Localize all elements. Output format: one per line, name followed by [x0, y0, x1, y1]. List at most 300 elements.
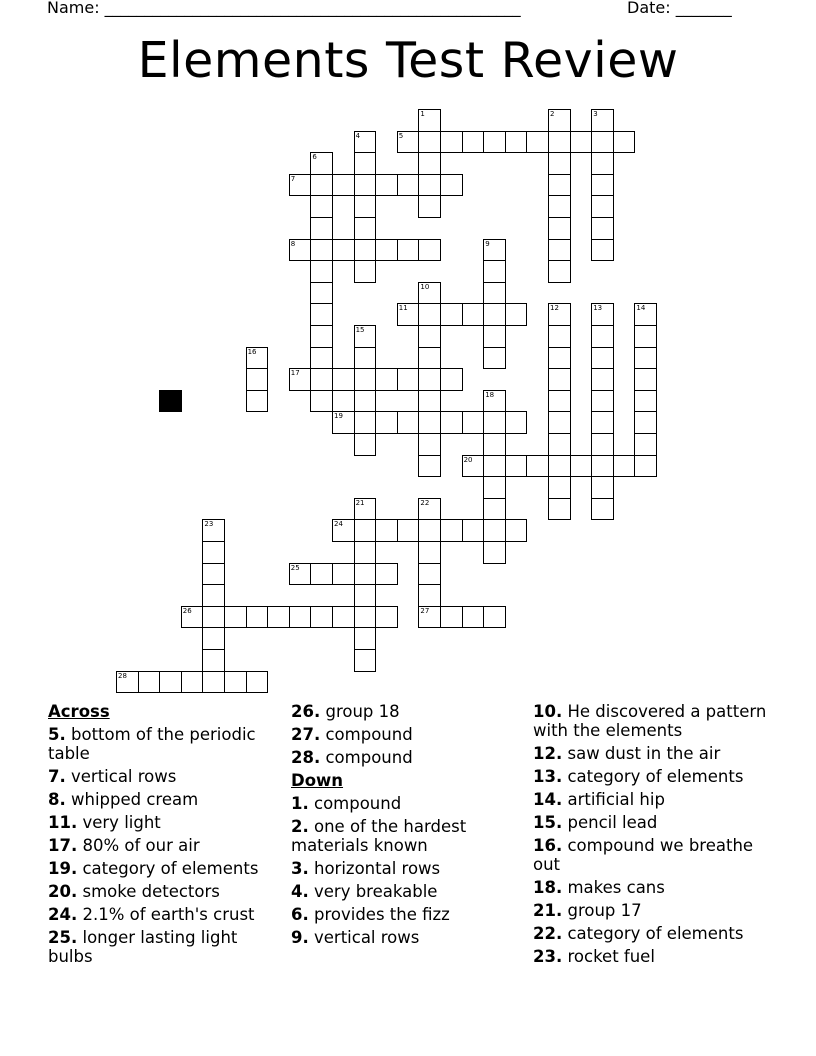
grid-cell[interactable] — [354, 390, 377, 413]
across-heading: Across — [48, 702, 110, 721]
grid-cell[interactable] — [310, 606, 333, 629]
clue-item — [48, 725, 270, 763]
grid-cell[interactable] — [634, 390, 657, 413]
grid-cell[interactable] — [548, 195, 571, 218]
clue-item — [533, 767, 773, 786]
clue-item — [533, 790, 773, 809]
clue-num: 10. — [533, 702, 563, 721]
clue-num: 13. — [533, 767, 563, 786]
grid-cell[interactable] — [332, 606, 355, 629]
grid-cell[interactable] — [634, 411, 657, 434]
grid-cell[interactable] — [483, 325, 506, 348]
grid-cell[interactable] — [505, 131, 528, 154]
grid-cell[interactable] — [397, 131, 420, 154]
clue-text: artificial hip — [567, 790, 665, 809]
grid-cell[interactable] — [202, 671, 225, 694]
clue-number: 24 — [334, 520, 343, 529]
clue-num: 7. — [48, 767, 66, 786]
clue-number: 27 — [420, 606, 430, 615]
clue-number: 14 — [636, 304, 646, 313]
grid-cell[interactable] — [440, 411, 463, 434]
clue-item — [291, 905, 513, 924]
grid-cell[interactable] — [332, 239, 355, 262]
clue-item — [291, 725, 513, 744]
clue-item — [48, 905, 270, 924]
grid-cell[interactable] — [289, 239, 312, 262]
grid-cell[interactable] — [548, 347, 571, 370]
clue-num: 9. — [291, 928, 309, 947]
grid-cell[interactable] — [354, 131, 377, 154]
grid-cell[interactable] — [310, 152, 333, 175]
clue-num: 17. — [48, 836, 78, 855]
grid-cell[interactable] — [224, 606, 247, 629]
name-field[interactable]: Name: ____________________________________________________ — [47, 0, 521, 17]
grid-cell[interactable] — [483, 476, 506, 499]
clue-number: 26 — [182, 606, 192, 615]
grid-cell[interactable] — [354, 584, 377, 607]
clue-number: 12 — [550, 304, 559, 313]
clue-text: bottom of the periodic table — [48, 725, 256, 763]
grid-cell[interactable] — [591, 325, 614, 348]
down-heading: Down — [291, 771, 344, 790]
grid-cell[interactable] — [418, 563, 441, 586]
clue-num: 25. — [48, 928, 78, 947]
grid-cell[interactable] — [591, 195, 614, 218]
grid-cell[interactable] — [354, 325, 377, 348]
clue-number: 20 — [463, 455, 473, 464]
grid-cell[interactable] — [397, 303, 420, 326]
clue-text: smoke detectors — [82, 882, 220, 901]
grid-cell[interactable] — [418, 519, 441, 542]
grid-cell[interactable] — [418, 282, 441, 305]
grid-cell[interactable] — [440, 606, 463, 629]
grid-cell[interactable] — [548, 131, 571, 154]
grid-cell[interactable] — [354, 411, 377, 434]
grid-cell[interactable] — [289, 174, 312, 197]
grid-cell[interactable] — [440, 519, 463, 542]
clue-item — [533, 901, 773, 920]
grid-cell[interactable] — [483, 260, 506, 283]
grid-cell[interactable] — [483, 239, 506, 262]
grid-cell[interactable] — [418, 109, 441, 132]
clue-item — [48, 790, 270, 809]
grid-cell[interactable] — [397, 411, 420, 434]
clue-num: 3. — [291, 859, 309, 878]
grid-cell[interactable] — [246, 347, 269, 370]
clue-item — [291, 748, 513, 767]
clue-column-3 — [533, 702, 773, 970]
grid-cell[interactable] — [418, 368, 441, 391]
grid-cell[interactable] — [116, 671, 139, 694]
clue-number: 16 — [247, 347, 257, 356]
grid-cell[interactable] — [310, 282, 333, 305]
grid-cell[interactable] — [634, 325, 657, 348]
grid-cell[interactable] — [462, 303, 485, 326]
grid-cell[interactable] — [289, 368, 312, 391]
grid-cell[interactable] — [418, 325, 441, 348]
grid-cell[interactable] — [202, 584, 225, 607]
grid-cell[interactable] — [159, 671, 182, 694]
grid-cell[interactable] — [246, 606, 269, 629]
clue-text: He discovered a pattern with the elements — [533, 702, 767, 740]
grid-cell[interactable] — [483, 282, 506, 305]
clue-text: category of elements — [567, 924, 744, 943]
clue-item — [291, 882, 513, 901]
grid-cell[interactable] — [310, 390, 333, 413]
grid-cell[interactable] — [505, 519, 528, 542]
grid-cell[interactable] — [418, 303, 441, 326]
grid-cell[interactable] — [418, 239, 441, 262]
grid-cell[interactable] — [548, 325, 571, 348]
grid-cell[interactable] — [483, 541, 506, 564]
grid-cell[interactable] — [591, 368, 614, 391]
grid-cell[interactable] — [354, 606, 377, 629]
grid-cell[interactable] — [548, 390, 571, 413]
clue-text: provides the fizz — [314, 905, 450, 924]
grid-cell[interactable] — [548, 109, 571, 132]
grid-cell[interactable] — [354, 239, 377, 262]
clue-item — [533, 947, 773, 966]
clue-number: 22 — [420, 498, 430, 507]
grid-cell[interactable] — [418, 390, 441, 413]
clue-num: 16. — [533, 836, 563, 855]
grid-cell[interactable] — [397, 239, 420, 262]
clue-item — [291, 702, 513, 721]
grid-cell[interactable] — [591, 476, 614, 499]
grid-cell[interactable] — [354, 627, 377, 650]
clue-number: 21 — [355, 498, 365, 507]
clue-number: 10 — [420, 282, 430, 291]
clue-number: 11 — [398, 304, 408, 313]
grid-cell[interactable] — [591, 347, 614, 370]
grid-cell[interactable] — [634, 433, 657, 456]
clue-num: 26. — [291, 702, 321, 721]
grid-cell[interactable] — [591, 131, 614, 154]
grid-cell[interactable] — [570, 131, 593, 154]
grid-cell[interactable] — [138, 671, 161, 694]
grid-cell[interactable] — [289, 563, 312, 586]
clue-item — [48, 882, 270, 901]
clue-item — [291, 859, 513, 878]
grid-cell[interactable] — [310, 303, 333, 326]
grid-cell[interactable] — [202, 519, 225, 542]
grid-cell[interactable] — [591, 455, 614, 478]
grid-cell[interactable] — [354, 498, 377, 521]
grid-cell[interactable] — [375, 368, 398, 391]
clue-text: whipped cream — [71, 790, 199, 809]
grid-cell[interactable] — [440, 303, 463, 326]
grid-cell[interactable] — [548, 303, 571, 326]
clue-num: 15. — [533, 813, 563, 832]
clue-item — [48, 813, 270, 832]
clue-text: vertical rows — [314, 928, 420, 947]
grid-cell[interactable] — [224, 671, 247, 694]
clue-num: 18. — [533, 878, 563, 897]
clue-item — [533, 744, 773, 763]
grid-cell[interactable] — [375, 519, 398, 542]
clue-number: 25 — [290, 563, 300, 572]
grid-cell[interactable] — [548, 368, 571, 391]
grid-cell[interactable] — [591, 303, 614, 326]
grid-cell[interactable] — [418, 606, 441, 629]
grid-cell[interactable] — [418, 347, 441, 370]
clue-num: 1. — [291, 794, 309, 813]
clue-number: 1 — [420, 110, 425, 118]
page-title: Elements Test Review — [137, 32, 679, 89]
clue-item — [48, 859, 270, 878]
grid-cell[interactable] — [483, 455, 506, 478]
clue-item — [48, 928, 270, 966]
clue-text: horizontal rows — [314, 859, 441, 878]
clue-num: 23. — [533, 947, 563, 966]
grid-cell[interactable] — [354, 649, 377, 672]
grid-cell[interactable] — [440, 131, 463, 154]
clue-text: group 17 — [567, 901, 642, 920]
clue-text: vertical rows — [71, 767, 177, 786]
clue-text: group 18 — [325, 702, 400, 721]
grid-cell[interactable] — [526, 131, 549, 154]
grid-cell[interactable] — [634, 303, 657, 326]
grid-cell[interactable] — [354, 195, 377, 218]
grid-cell[interactable] — [505, 411, 528, 434]
clue-number: 17 — [290, 369, 300, 378]
black-square — [159, 390, 182, 413]
grid-cell[interactable] — [483, 347, 506, 370]
grid-cell[interactable] — [267, 606, 290, 629]
grid-cell[interactable] — [202, 541, 225, 564]
grid-cell[interactable] — [548, 260, 571, 283]
grid-cell[interactable] — [591, 411, 614, 434]
grid-cell[interactable] — [397, 368, 420, 391]
grid-cell[interactable] — [354, 174, 377, 197]
grid-cell[interactable] — [505, 303, 528, 326]
clue-num: 19. — [48, 859, 78, 878]
clue-text: 80% of our air — [82, 836, 200, 855]
clue-num: 20. — [48, 882, 78, 901]
clue-text: pencil lead — [567, 813, 658, 832]
grid-cell[interactable] — [181, 606, 204, 629]
clue-item — [291, 928, 513, 947]
grid-cell[interactable] — [375, 411, 398, 434]
clue-text: makes cans — [567, 878, 665, 897]
grid-cell[interactable] — [354, 217, 377, 240]
grid-cell[interactable] — [418, 174, 441, 197]
clue-item — [533, 813, 773, 832]
grid-cell[interactable] — [375, 239, 398, 262]
grid-cell[interactable] — [310, 563, 333, 586]
grid-cell[interactable] — [462, 519, 485, 542]
grid-cell[interactable] — [375, 606, 398, 629]
grid-cell[interactable] — [289, 606, 312, 629]
grid-cell[interactable] — [591, 217, 614, 240]
clue-number: 8 — [290, 239, 296, 248]
date-field[interactable]: Date: _______ — [627, 0, 732, 17]
grid-cell[interactable] — [548, 411, 571, 434]
grid-cell[interactable] — [634, 455, 657, 478]
grid-cell[interactable] — [310, 174, 333, 197]
grid-cell[interactable] — [332, 519, 355, 542]
grid-cell[interactable] — [483, 498, 506, 521]
clue-num: 5. — [48, 725, 66, 744]
clue-number: 15 — [355, 326, 365, 334]
grid-cell[interactable] — [181, 671, 204, 694]
grid-cell[interactable] — [548, 476, 571, 499]
grid-cell[interactable] — [418, 195, 441, 218]
grid-cell[interactable] — [526, 455, 549, 478]
grid-cell[interactable] — [354, 368, 377, 391]
grid-cell[interactable] — [548, 455, 571, 478]
grid-cell[interactable] — [354, 519, 377, 542]
clue-num: 11. — [48, 813, 78, 832]
grid-cell[interactable] — [483, 411, 506, 434]
clue-number: 9 — [485, 239, 490, 248]
clue-item — [291, 817, 513, 855]
grid-cell[interactable] — [202, 649, 225, 672]
grid-cell[interactable] — [483, 519, 506, 542]
clue-number: 13 — [593, 304, 603, 313]
grid-cell[interactable] — [397, 174, 420, 197]
grid-cell[interactable] — [613, 131, 636, 154]
clue-num: 28. — [291, 748, 321, 767]
grid-cell[interactable] — [375, 563, 398, 586]
clue-number: 2 — [550, 110, 555, 118]
grid-cell[interactable] — [440, 174, 463, 197]
grid-cell[interactable] — [310, 217, 333, 240]
grid-cell[interactable] — [418, 584, 441, 607]
grid-cell[interactable] — [246, 368, 269, 391]
grid-cell[interactable] — [483, 606, 506, 629]
clue-number: 3 — [593, 110, 598, 118]
grid-cell[interactable] — [332, 411, 355, 434]
grid-cell[interactable] — [462, 606, 485, 629]
grid-cell[interactable] — [418, 498, 441, 521]
grid-cell[interactable] — [310, 368, 333, 391]
grid-cell[interactable] — [613, 455, 636, 478]
grid-cell[interactable] — [202, 606, 225, 629]
grid-cell[interactable] — [354, 541, 377, 564]
grid-cell[interactable] — [246, 671, 269, 694]
grid-cell[interactable] — [634, 347, 657, 370]
clue-text: compound — [314, 794, 402, 813]
clue-item — [533, 878, 773, 897]
clue-item — [533, 702, 773, 740]
grid-cell[interactable] — [310, 195, 333, 218]
grid-cell[interactable] — [548, 152, 571, 175]
clue-item — [48, 836, 270, 855]
grid-cell[interactable] — [418, 411, 441, 434]
clue-num: 21. — [533, 901, 563, 920]
grid-cell[interactable] — [418, 541, 441, 564]
clue-num: 27. — [291, 725, 321, 744]
grid-cell[interactable] — [246, 390, 269, 413]
grid-cell[interactable] — [548, 217, 571, 240]
grid-cell[interactable] — [332, 174, 355, 197]
grid-cell[interactable] — [483, 433, 506, 456]
grid-cell[interactable] — [591, 433, 614, 456]
clue-text: saw dust in the air — [567, 744, 721, 763]
clue-item — [533, 836, 773, 874]
clue-column-2 — [291, 702, 513, 951]
clue-number: 19 — [334, 412, 343, 421]
grid-cell[interactable] — [418, 152, 441, 175]
grid-cell[interactable] — [418, 433, 441, 456]
clue-text: longer lasting light bulbs — [48, 928, 238, 966]
grid-cell[interactable] — [332, 563, 355, 586]
grid-cell[interactable] — [483, 131, 506, 154]
grid-cell[interactable] — [462, 131, 485, 154]
grid-cell[interactable] — [310, 325, 333, 348]
grid-cell[interactable] — [570, 455, 593, 478]
grid-cell[interactable] — [548, 174, 571, 197]
clue-text: compound we breathe out — [533, 836, 754, 874]
clue-num: 12. — [533, 744, 563, 763]
clue-item — [48, 767, 270, 786]
grid-cell[interactable] — [548, 239, 571, 262]
grid-cell[interactable] — [310, 260, 333, 283]
clue-text: rocket fuel — [567, 947, 655, 966]
grid-cell[interactable] — [462, 411, 485, 434]
grid-cell[interactable] — [591, 109, 614, 132]
grid-cell[interactable] — [591, 174, 614, 197]
clue-column-1 — [48, 702, 270, 970]
clue-number: 28 — [118, 671, 127, 680]
clue-number: 18 — [485, 390, 495, 399]
clue-num: 6. — [291, 905, 309, 924]
grid-cell[interactable] — [332, 368, 355, 391]
grid-cell[interactable] — [505, 455, 528, 478]
grid-cell[interactable] — [202, 627, 225, 650]
grid-cell[interactable] — [440, 368, 463, 391]
clue-text: very breakable — [314, 882, 438, 901]
grid-cell[interactable] — [397, 519, 420, 542]
clue-text: 2.1% of earth's crust — [82, 905, 255, 924]
clue-item — [533, 924, 773, 943]
grid-cell[interactable] — [483, 390, 506, 413]
grid-cell[interactable] — [634, 368, 657, 391]
grid-cell[interactable] — [462, 455, 485, 478]
grid-cell[interactable] — [354, 563, 377, 586]
grid-cell[interactable] — [418, 455, 441, 478]
grid-cell[interactable] — [483, 303, 506, 326]
grid-cell[interactable] — [310, 239, 333, 262]
grid-cell[interactable] — [354, 152, 377, 175]
grid-cell[interactable] — [375, 174, 398, 197]
grid-cell[interactable] — [591, 390, 614, 413]
clue-text: category of elements — [82, 859, 259, 878]
grid-cell[interactable] — [310, 347, 333, 370]
clue-num: 4. — [291, 882, 309, 901]
clue-number: 23 — [204, 520, 214, 529]
grid-cell[interactable] — [591, 239, 614, 262]
grid-cell[interactable] — [354, 433, 377, 456]
grid-cell[interactable] — [354, 347, 377, 370]
clue-number: 4 — [355, 131, 361, 140]
clue-text: category of elements — [567, 767, 744, 786]
grid-cell[interactable] — [548, 498, 571, 521]
clue-number: 5 — [398, 131, 404, 140]
grid-cell[interactable] — [354, 260, 377, 283]
grid-cell[interactable] — [418, 131, 441, 154]
grid-cell[interactable] — [591, 498, 614, 521]
clue-text: compound — [325, 748, 413, 767]
grid-cell[interactable] — [202, 563, 225, 586]
clue-item — [291, 794, 513, 813]
clue-text: very light — [82, 813, 161, 832]
grid-cell[interactable] — [591, 152, 614, 175]
grid-cell[interactable] — [548, 433, 571, 456]
clue-text: compound — [325, 725, 413, 744]
clue-num: 22. — [533, 924, 563, 943]
